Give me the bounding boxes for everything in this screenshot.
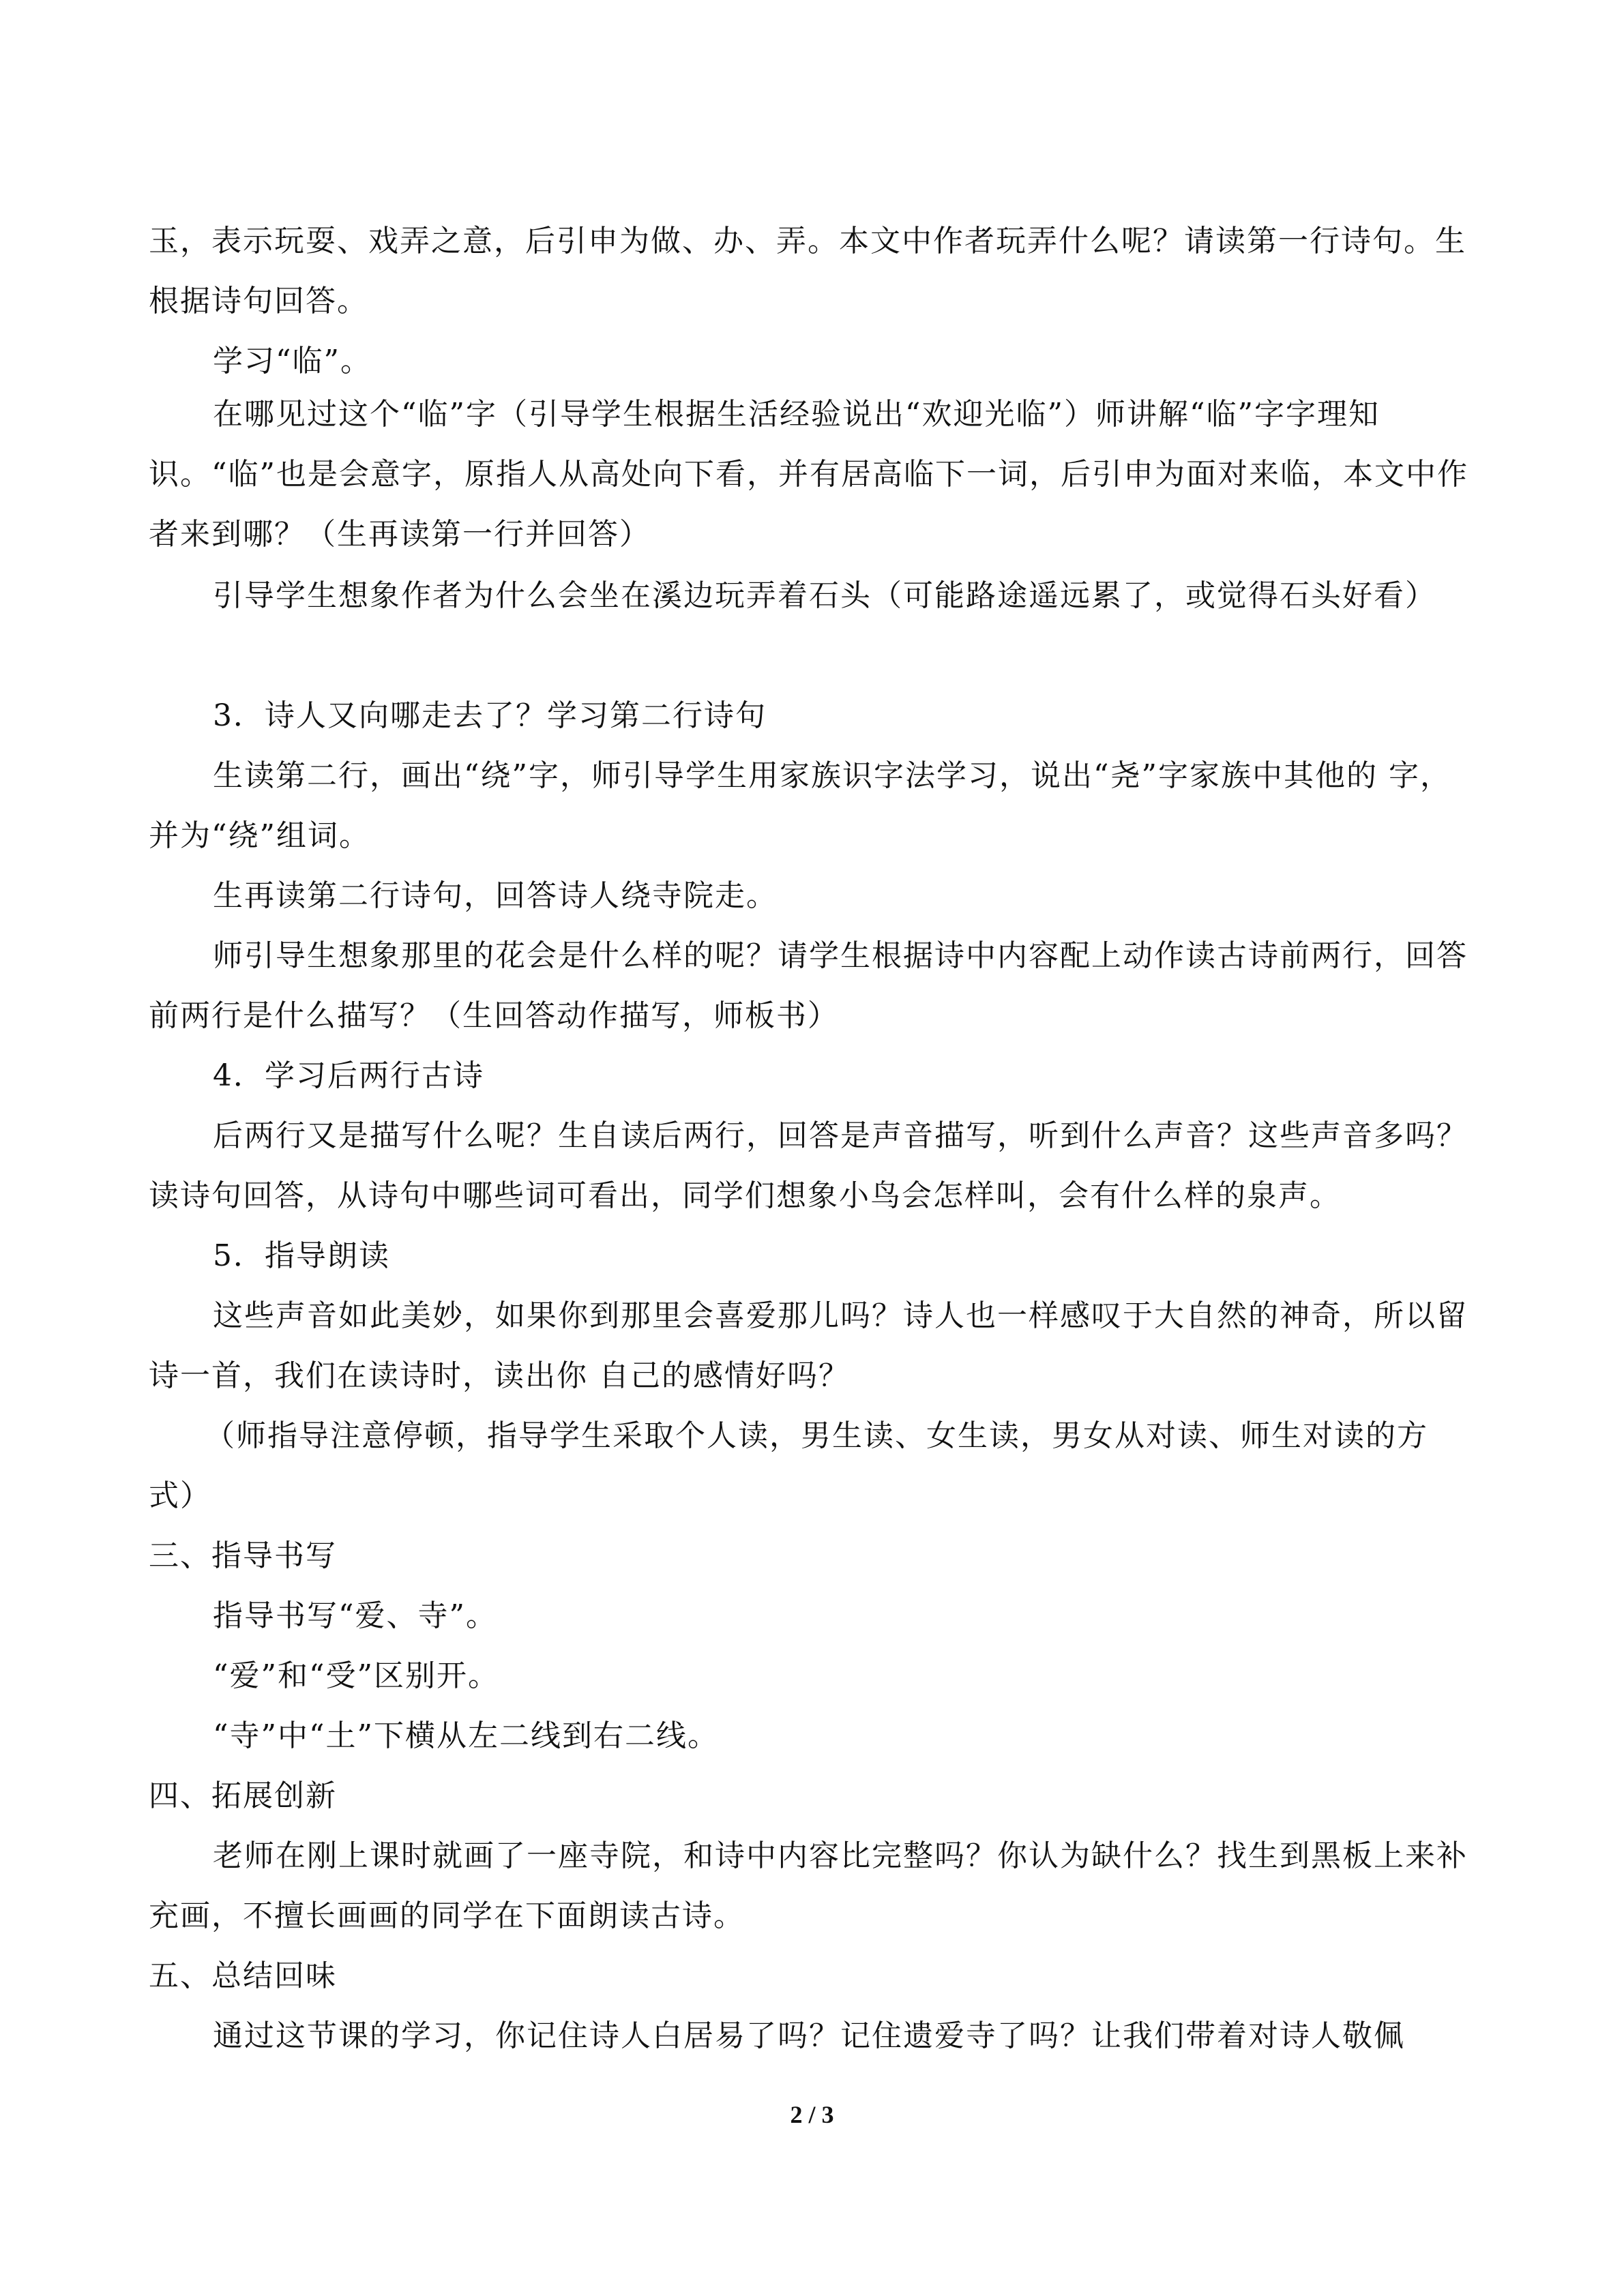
paragraph-1: 玉，表示玩耍、戏弄之意，后引申为做、办、弄。本文中作者玩弄什么呢？请读第一行诗句。生根据诗句回答。 <box>149 224 1466 318</box>
paragraph-3: 在哪见过这个“临”字（引导学生根据生活经验说出“欢迎光临”）师讲解“临”字字理知识。“临”也是会意字，原指人从高处向下看，并有居高临下一词，后引申为面对来临，本文中作者来到哪？（生再读第一行并回答） <box>149 397 1468 552</box>
paragraph-4: 引导学生想象作者为什么会坐在溪边玩弄着石头（可能路途遥远累了，或觉得石头好看） <box>213 578 1436 613</box>
paragraph-8: 师引导生想象那里的花会是什么样的呢？请学生根据诗中内容配上动作读古诗前两行，回答前两行是什么描写？（生回答动作描写，师板书） <box>149 938 1468 1033</box>
paragraph-15: “爱”和“受”区别开。 <box>213 1658 499 1693</box>
paragraph-7: 生再读第二行诗句，回答诗人绕寺院走。 <box>213 878 778 913</box>
paragraph-16: “寺”中“土”下横从左二线到右二线。 <box>213 1718 719 1753</box>
paragraph-5: 3．诗人又向哪走去了？学习第二行诗句 <box>213 698 767 733</box>
section-heading-5: 五、总结回味 <box>149 1958 337 1993</box>
paragraph-17: 老师在刚上课时就画了一座寺院，和诗中内容比完整吗？你认为缺什么？找生到黑板上来补充画，不擅长画画的同学在下面朗读古诗。 <box>149 1838 1468 1933</box>
paragraph-6: 生读第二行，画出“绕”字，师引导学生用家族识字法学习，说出“尧”字家族中其他的 字，并为“绕”组词。 <box>149 758 1451 853</box>
paragraph-13: （师指导注意停顿，指导学生采取个人读，男生读、女生读，男女从对读、师生对读的方式） <box>149 1418 1428 1513</box>
paragraph-14: 指导书写“爱、寺”。 <box>213 1598 497 1633</box>
section-heading-3: 三、指导书写 <box>149 1538 337 1573</box>
section-heading-4: 四、拓展创新 <box>149 1778 337 1813</box>
paragraph-12: 这些声音如此美妙，如果你到那里会喜爱那儿吗？诗人也一样感叹于大自然的神奇，所以留诗一首，我们在读诗时，读出你 自己的感情好吗？ <box>149 1298 1468 1393</box>
paragraph-10: 后两行又是描写什么呢？生自读后两行，回答是声音描写，听到什么声音？这些声音多吗？读诗句回答，从诗句中哪些词可看出，同学们想象小鸟会怎样叫，会有什么样的泉声。 <box>149 1118 1468 1213</box>
paragraph-11: 5．指导朗读 <box>213 1238 390 1273</box>
page-number: 2 / 3 <box>790 2101 834 2128</box>
paragraph-9: 4．学习后两行古诗 <box>213 1058 484 1093</box>
paragraph-18: 通过这节课的学习，你记住诗人白居易了吗？记住遗爱寺了吗？让我们带着对诗人敬佩 <box>213 2018 1405 2053</box>
paragraph-2: 学习“临”。 <box>213 344 372 378</box>
